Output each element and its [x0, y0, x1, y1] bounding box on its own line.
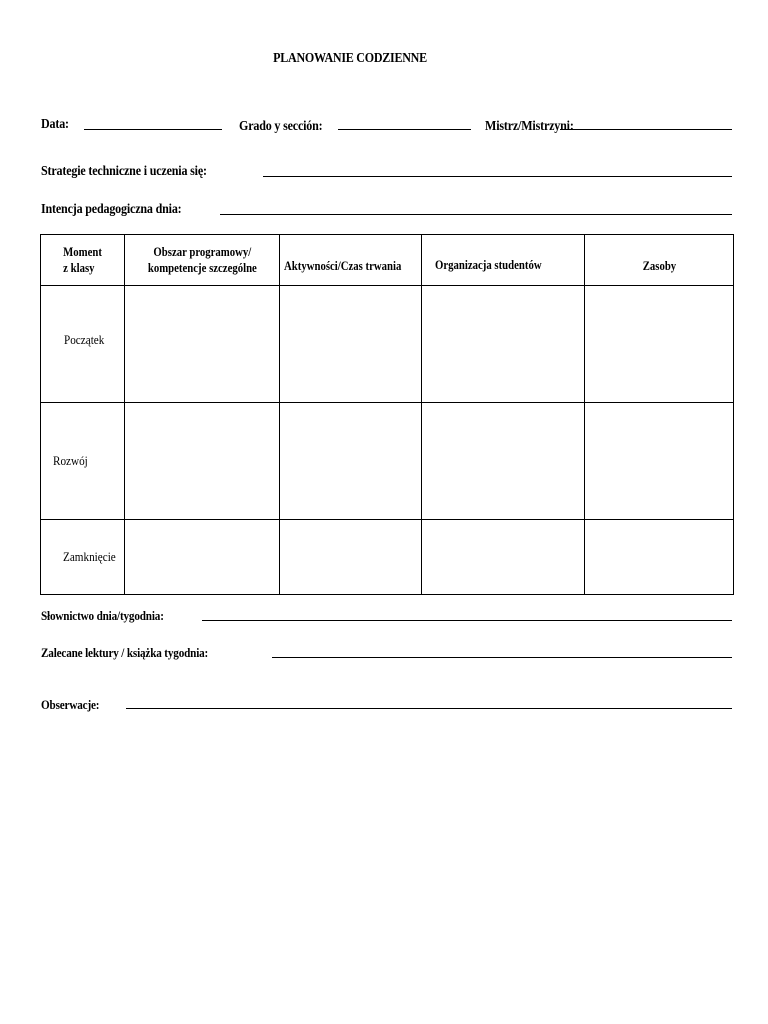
cell[interactable]: [280, 520, 422, 595]
intention-field-line[interactable]: [220, 214, 732, 215]
header-obszar-line-2: kompetencje szczególne: [147, 261, 257, 275]
intention-label: Intencja pedagogiczna dnia:: [41, 202, 182, 217]
strategies-label: Strategie techniczne i uczenia się:: [41, 164, 207, 179]
cell[interactable]: [585, 403, 734, 520]
readings-field-line[interactable]: [272, 657, 732, 658]
teacher-label: Mistrz/Mistrzyni:: [485, 119, 574, 134]
cell[interactable]: [422, 403, 585, 520]
page-title: PLANOWANIE CODZIENNE: [273, 51, 427, 66]
header-obszar: [125, 235, 280, 286]
cell[interactable]: [585, 520, 734, 595]
header-aktywnosci: Aktywności/Czas trwania: [280, 235, 422, 286]
strategies-field-line[interactable]: [263, 176, 732, 177]
teacher-field-line[interactable]: [560, 129, 732, 130]
cell[interactable]: [125, 403, 280, 520]
row-label-zamkniecie: Zamknięcie: [41, 520, 125, 595]
cell[interactable]: [422, 286, 585, 403]
header-moment-line-1: Moment: [63, 245, 102, 259]
table-row: [41, 403, 734, 520]
vocabulary-field-line[interactable]: [202, 620, 732, 621]
table-row: [41, 286, 734, 403]
row-label-poczatek: Początek: [41, 286, 125, 403]
observations-field-line[interactable]: [126, 708, 732, 709]
cell[interactable]: [280, 286, 422, 403]
vocabulary-label: Słownictwo dnia/tygodnia:: [41, 608, 164, 623]
header-moment-line-2: z klasy: [63, 261, 95, 275]
readings-label: Zalecane lektury / książka tygodnia:: [41, 645, 209, 660]
cell[interactable]: [280, 403, 422, 520]
cell[interactable]: [125, 286, 280, 403]
planning-table: [40, 234, 734, 595]
table-row: [41, 520, 734, 595]
header-organizacja: Organizacja studentów: [422, 235, 585, 286]
cell[interactable]: [585, 286, 734, 403]
date-field-line[interactable]: [84, 129, 222, 130]
cell[interactable]: [125, 520, 280, 595]
grade-section-label: Grado y sección:: [239, 119, 323, 134]
table-header-row: [41, 235, 734, 286]
grade-section-field-line[interactable]: [338, 129, 471, 130]
observations-label: Obserwacje:: [41, 697, 100, 712]
header-zasoby: Zasoby: [585, 235, 734, 286]
row-label-rozwoj: Rozwój: [41, 403, 125, 520]
date-label: Data:: [41, 117, 69, 132]
header-obszar-line-1: Obszar programowy/: [153, 245, 251, 259]
cell[interactable]: [422, 520, 585, 595]
header-moment: [41, 235, 125, 286]
